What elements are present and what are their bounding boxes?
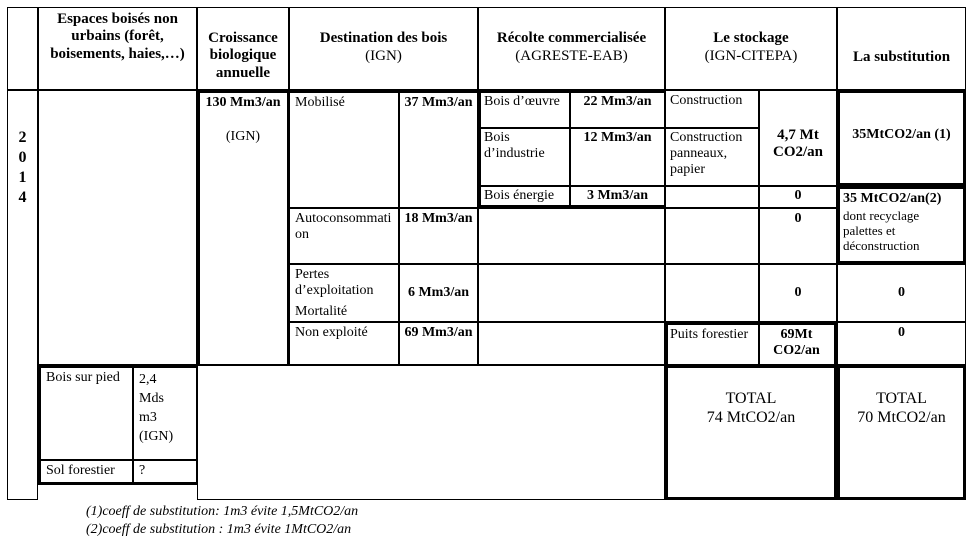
stock-panneaux-cell [665, 128, 759, 186]
substitution-header-cell [837, 7, 966, 90]
destination-header: Destination des bois [319, 30, 448, 46]
stock-total-value: 74 MtCO2/an [706, 409, 796, 426]
stock-combined-cell [759, 90, 837, 186]
subst-total-value: 70 MtCO2/an [857, 409, 946, 426]
substitution-header: La substitution [852, 49, 951, 65]
recolte-header: Récolte commercialisée [496, 30, 647, 46]
recolte-industrie-value: 12 Mm3/an [583, 130, 652, 145]
stock-construction-cell [665, 90, 759, 128]
espaces-header: Espaces boisés non urbains (forêt, boisements, haies,…) [50, 11, 185, 62]
recolte-oeuvre-value: 22 Mm3/an [583, 94, 652, 109]
subst-first-cell [837, 90, 966, 186]
stock-construction: Construction [670, 93, 743, 108]
dest-auto-label-cell [289, 208, 399, 264]
destination-header-cell [289, 7, 478, 90]
stockage-header-cell [665, 7, 837, 90]
subst-non-zero: 0 [898, 325, 905, 340]
subst-non-cell [837, 322, 966, 365]
recolte-empty-auto [478, 208, 665, 264]
stock-puits-value-cell [759, 322, 837, 365]
recolte-header-cell [478, 7, 665, 90]
stock-panneaux: Construction panneaux, papier [670, 130, 743, 178]
stock-energie-empty [665, 186, 759, 208]
croissance-body-cell [197, 90, 289, 365]
dest-non-label: Non exploité [295, 325, 368, 340]
dest-non-value-cell [399, 322, 478, 365]
subst-first: 35MtCO2/an (1) [852, 127, 951, 142]
dest-auto-label: Autoconsommation [295, 211, 392, 243]
subst-second-cell [837, 186, 966, 264]
recolte-energie-label-cell [478, 186, 570, 208]
recolte-energie-label: Bois énergie [484, 188, 555, 203]
dest-mobilise-label-cell [289, 90, 399, 208]
stockage-header: Le stockage [713, 30, 789, 46]
year-digit: 0 [18, 149, 27, 166]
bois-sur-pied-cell [38, 365, 133, 460]
dest-pertes-label: Pertes d’exploitation [295, 267, 374, 299]
stock-puits-value: 69Mt CO2/an [773, 327, 820, 359]
subst-pertes-cell [837, 264, 966, 322]
recolte-source: (AGRESTE-EAB) [515, 48, 628, 64]
destination-source: (IGN) [365, 48, 402, 64]
sol-forestier-cell [38, 460, 133, 485]
bois-sur-pied-value: 2,4 Mds m3 (IGN) [139, 372, 174, 444]
recolte-energie-value-cell [570, 186, 665, 208]
dest-pertes-label-cell [289, 264, 399, 322]
sol-value: ? [139, 463, 146, 478]
bois-sur-pied-value-cell [133, 365, 197, 460]
recolte-energie-value: 3 Mm3/an [586, 188, 649, 203]
stock-auto-empty [665, 208, 759, 264]
stock-energie-zero: 0 [794, 188, 802, 203]
bottom-empty-span [197, 365, 665, 500]
croissance-header-cell [197, 7, 289, 90]
dest-mobilise-value: 37 Mm3/an [404, 95, 473, 110]
dest-pertes-value-cell [399, 264, 478, 322]
dest-mobilise-value-cell [399, 90, 478, 208]
subst-pertes-zero: 0 [898, 285, 905, 300]
year-digit: 4 [18, 189, 27, 206]
dest-mobilise-label: Mobilisé [295, 95, 345, 110]
stock-combined-value: 4,7 Mt CO2/an [772, 127, 823, 161]
recolte-oeuvre-label: Bois d’œuvre [484, 94, 560, 109]
recolte-empty-non [478, 322, 665, 365]
footnote-1: (1)coeff de substitution: 1m3 évite 1,5MtCO2/an [86, 504, 359, 519]
stock-pertes-zero-cell [759, 264, 837, 322]
year-header-cell [7, 7, 38, 90]
recolte-empty-pertes [478, 264, 665, 322]
croissance-source: (IGN) [225, 129, 261, 144]
sol-forestier: Sol forestier [46, 463, 115, 478]
espaces-header-cell [38, 7, 197, 90]
dest-non-value: 69 Mm3/an [404, 325, 473, 340]
stock-auto-zero: 0 [794, 211, 802, 226]
stock-puits: Puits forestier [670, 327, 749, 342]
stock-pertes-empty [665, 264, 759, 322]
stock-pertes-zero: 0 [794, 285, 802, 300]
stock-auto-zero-cell [759, 208, 837, 264]
subst-second-note: dont recyclage palettes et déconstruction [843, 208, 920, 253]
croissance-value: 130 Mm3/an [205, 95, 281, 110]
recolte-oeuvre-label-cell [478, 90, 570, 128]
subst-total-label: TOTAL [876, 390, 927, 407]
year-column [7, 90, 38, 500]
croissance-header: Croissance biologique annuelle [208, 30, 278, 81]
stock-total-cell [665, 365, 837, 500]
recolte-oeuvre-value-cell [570, 90, 665, 128]
subst-total-cell [837, 365, 966, 500]
dest-pertes-value: 6 Mm3/an [407, 285, 470, 300]
footnote-2: (2)coeff de substitution : 1m3 évite 1MtCO2/an [86, 522, 352, 537]
dest-auto-value-cell [399, 208, 478, 264]
stock-energie-zero-cell [759, 186, 837, 208]
stock-total-label: TOTAL [725, 390, 777, 407]
subst-second: 35 MtCO2/an(2) [843, 191, 942, 206]
recolte-industrie-value-cell [570, 128, 665, 186]
recolte-industrie-label-cell [478, 128, 570, 186]
espaces-body-cell [38, 90, 197, 365]
dest-non-label-cell [289, 322, 399, 365]
bois-sur-pied: Bois sur pied [46, 370, 120, 385]
dest-auto-value: 18 Mm3/an [404, 211, 473, 226]
recolte-industrie-label: Bois d’industrie [484, 130, 545, 162]
stock-puits-cell [665, 322, 759, 365]
dest-mortalite-label: Mortalité [295, 304, 348, 319]
stockage-source: (IGN-CITEPA) [704, 48, 798, 64]
year-digit: 1 [18, 169, 27, 186]
sol-forestier-value-cell [133, 460, 197, 485]
year-digit: 2 [18, 129, 27, 146]
